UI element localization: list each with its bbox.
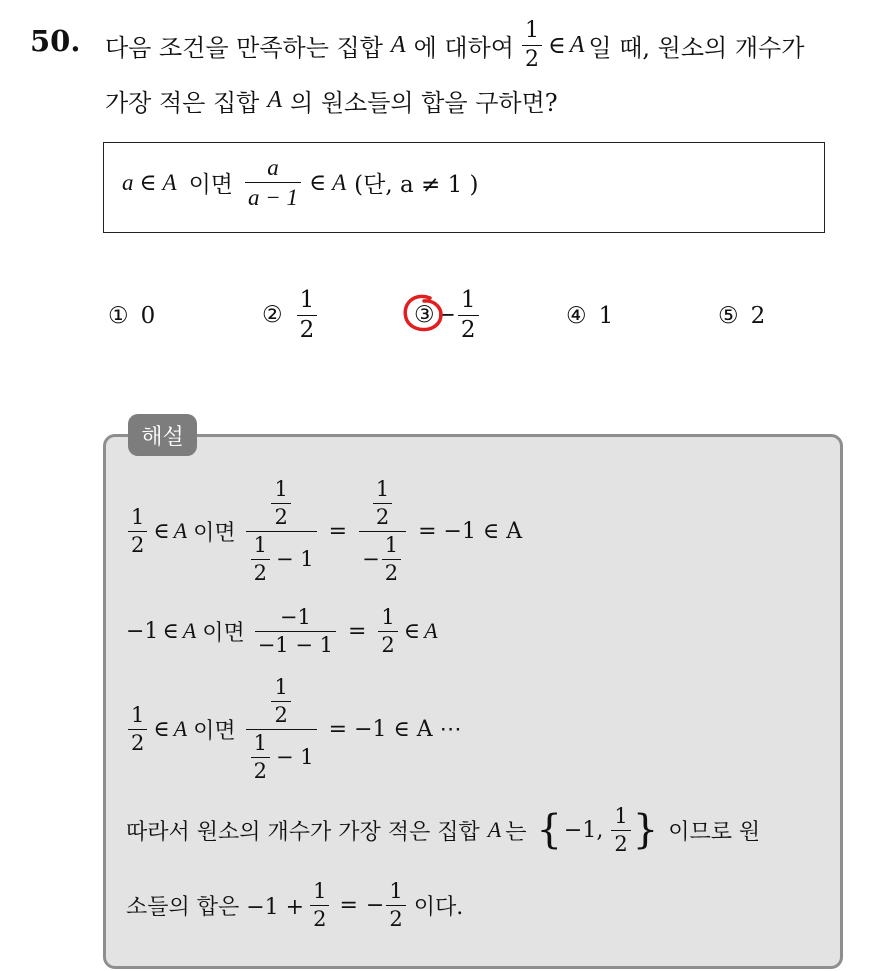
element-of-symbol: ∈ <box>139 169 157 196</box>
choice-fraction: $\frac{1}{2}$ <box>458 289 479 342</box>
solution-line-5 <box>126 874 463 936</box>
equals-sign: = <box>328 518 348 544</box>
solution-line-1 <box>126 470 522 592</box>
set-variable: A <box>182 618 197 643</box>
if-word: 이면 <box>202 620 245 646</box>
condition-note: (단, a ≠ 1 ) <box>354 172 479 198</box>
fraction-half: $\frac{1}{2}$ <box>251 733 270 782</box>
choice-marker: ① <box>108 303 129 329</box>
fraction-half: $\frac{1}{2}$ <box>128 507 147 556</box>
set-variable: A <box>332 169 347 195</box>
fraction-half: $\frac{1}{2}$ <box>251 535 270 584</box>
choice-fraction: $\frac{1}{2}$ <box>297 289 318 342</box>
fraction-half: $\frac{1}{2}$ <box>611 806 630 855</box>
set-variable: A <box>390 31 406 58</box>
var-a: a <box>122 169 134 195</box>
question-text: 다음 조건을 만족하는 집합 <box>105 33 383 62</box>
compound-fraction: $\frac{1}{2}$ $\frac{1}{2}$ − 1 <box>246 479 317 584</box>
choice-marker: ⑤ <box>718 303 739 329</box>
choice-value: 2 <box>750 303 766 329</box>
if-word: 이면 <box>193 520 236 546</box>
element-of-symbol: ∈ <box>162 618 179 644</box>
fraction-half: $\frac{1}{2}$ <box>271 479 290 528</box>
fraction: $\frac{-1}{-1 - 1}$ <box>255 607 336 656</box>
choice-2[interactable] <box>262 286 319 344</box>
set-variable: A <box>173 518 188 543</box>
solution-text: 이다. <box>413 894 464 920</box>
choice-1[interactable] <box>108 298 155 334</box>
fraction-half: $\frac{1}{2}$ <box>271 677 290 726</box>
set-variable: A <box>424 618 438 643</box>
question-text: 가장 적은 집합 <box>105 88 260 117</box>
equals-sign: = <box>347 618 367 644</box>
fraction-half: $\frac{1}{2}$ <box>310 881 329 930</box>
fraction-half: $\frac{1}{2}$ <box>128 705 147 754</box>
question-line-1 <box>105 14 804 76</box>
set-variable: A <box>569 31 585 58</box>
question-text: 일 때, 원소의 개수가 <box>588 33 805 62</box>
question-number: 50. <box>30 24 81 58</box>
solution-text: 는 <box>505 819 527 845</box>
if-word: 이면 <box>188 172 234 198</box>
choice-marker: ② <box>262 302 283 328</box>
choice-marker: ④ <box>566 303 587 329</box>
choice-4[interactable] <box>566 298 613 334</box>
question-text: 에 대하여 <box>413 33 514 62</box>
question-text: 의 원소들의 합을 구하면? <box>290 88 558 117</box>
condition-statement <box>122 156 479 209</box>
choice-value: 0 <box>140 303 156 329</box>
solution-text: 소들의 합은 −1 + <box>126 894 305 920</box>
fraction-half: $\frac{1}{2}$ <box>382 535 401 584</box>
right-brace: } <box>632 807 659 853</box>
set-variable: A <box>267 86 283 113</box>
solution-text: 따라서 원소의 개수가 가장 적은 집합 <box>126 819 480 845</box>
element-of-symbol: ∈ <box>153 518 170 544</box>
choice-sign: − <box>436 302 456 328</box>
compound-fraction: $\frac{1}{2}$ − $\frac{1}{2}$ <box>359 479 406 584</box>
element-of-symbol: ∈ <box>153 716 170 742</box>
choice-marker: ③ <box>414 302 435 328</box>
solution-line-3 <box>126 668 462 790</box>
solution-text: 이므로 원 <box>668 819 761 845</box>
result-text: = −1 ∈ A <box>418 518 523 544</box>
fraction-half: $\frac{1}{2}$ <box>386 881 405 930</box>
set-variable: A <box>173 716 188 741</box>
question-line-2 <box>105 84 558 116</box>
result-text: = −1 ∈ A ⋯ <box>328 716 462 742</box>
minus-sign: − <box>365 892 385 918</box>
choice-5[interactable] <box>718 298 765 334</box>
choice-value: 1 <box>598 303 614 329</box>
set-variable: A <box>162 169 177 195</box>
set-element: −1, <box>563 817 604 843</box>
compound-fraction: $\frac{1}{2}$ $\frac{1}{2}$ − 1 <box>246 677 317 782</box>
solution-line-2 <box>126 600 438 662</box>
element-of-symbol: ∈ <box>547 31 566 59</box>
if-word: 이면 <box>193 718 236 744</box>
minus-one: −1 <box>126 618 159 644</box>
condition-fraction: $\frac{a}{a - 1}$ <box>245 156 301 209</box>
fraction-half: $\frac{1}{2}$ <box>378 607 397 656</box>
solution-badge: 해설 <box>128 414 197 456</box>
fraction-half: $\frac{1}{2}$ <box>373 479 392 528</box>
equals-sign: = <box>339 892 358 918</box>
answer-circle-mark <box>400 292 446 336</box>
fraction-half: $\frac{1}{2}$ <box>522 20 542 71</box>
element-of-symbol: ∈ <box>403 618 421 644</box>
left-brace: { <box>536 807 562 853</box>
set-variable: A <box>487 817 502 842</box>
element-of-symbol: ∈ <box>309 169 327 196</box>
solution-line-4 <box>126 798 760 862</box>
